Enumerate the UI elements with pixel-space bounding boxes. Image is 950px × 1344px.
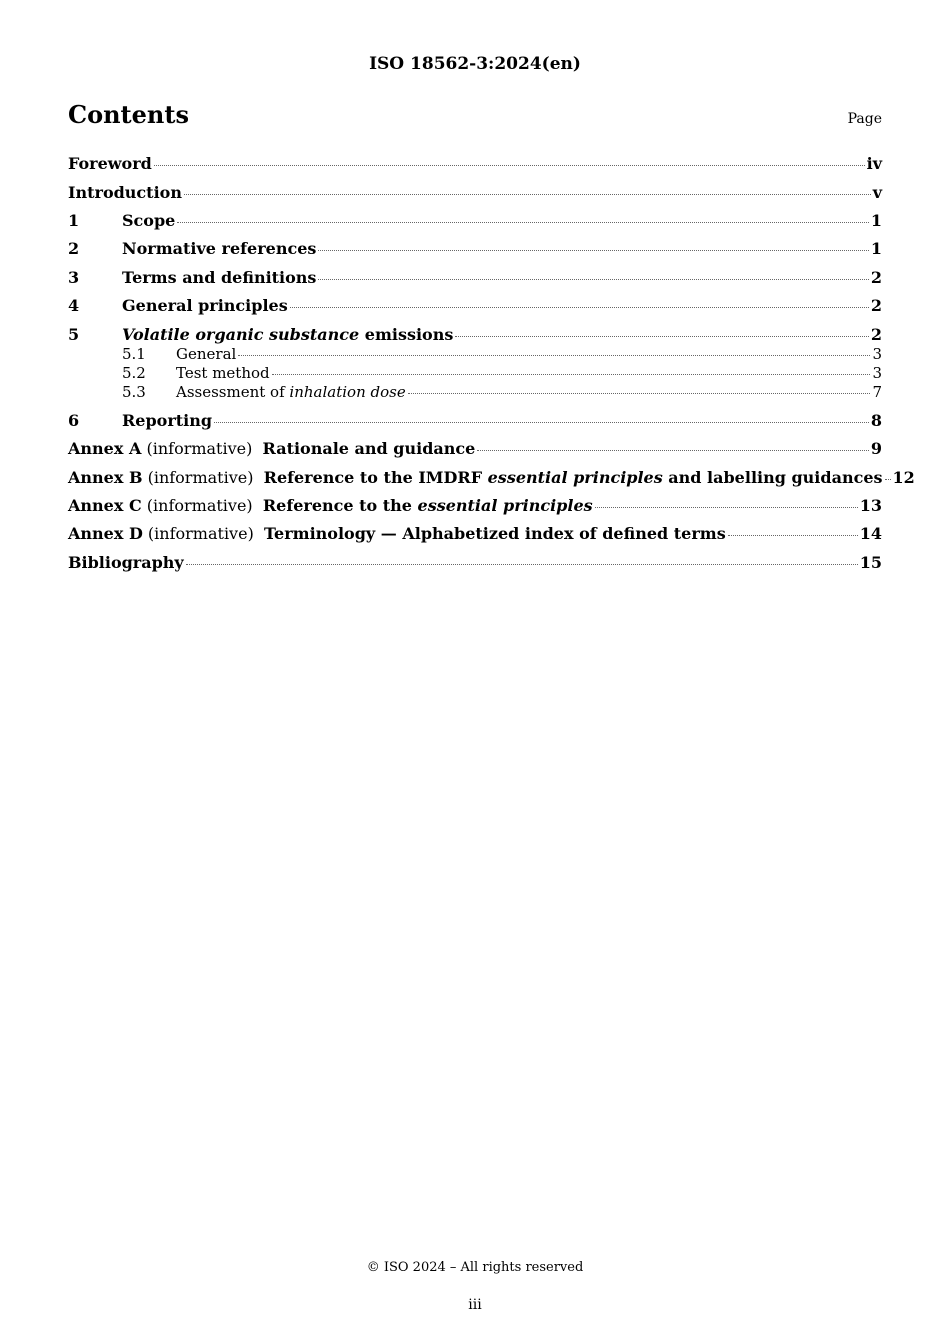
toc-entry-introduction[interactable] — [68, 183, 882, 202]
dot-leader — [885, 479, 891, 480]
toc-label — [122, 325, 453, 344]
page-column-label: Page — [847, 111, 882, 127]
toc-page: 3 — [872, 345, 882, 363]
dot-leader — [318, 250, 868, 251]
dot-leader — [318, 279, 868, 280]
dot-leader — [272, 374, 871, 375]
toc-entry-normative-references[interactable] — [68, 239, 882, 258]
toc-number: 5.1 — [122, 345, 146, 363]
toc-page: 1 — [870, 239, 882, 258]
toc-entry-general[interactable] — [68, 345, 882, 363]
dot-leader — [177, 222, 869, 223]
annex-type: (informative) — [141, 496, 263, 515]
toc-label-italic: Volatile organic substance — [122, 325, 360, 344]
toc-entry-annex-a[interactable] — [68, 439, 882, 458]
document-id: ISO 18562-3:2024(en) — [369, 54, 581, 74]
contents-title: Contents — [68, 100, 189, 129]
annex-title-italic: essential principles — [487, 468, 663, 487]
toc-page: 1 — [870, 211, 882, 230]
toc-number: 3 — [68, 268, 80, 287]
dot-leader — [408, 393, 871, 394]
toc-entry-emissions[interactable] — [68, 325, 882, 344]
dot-leader — [214, 422, 869, 423]
dot-leader — [477, 450, 869, 451]
annex-prefix: Annex B — [68, 468, 143, 487]
toc-number: 5 — [68, 325, 80, 344]
annex-title-italic: essential principles — [417, 496, 593, 515]
toc-label-rest: emissions — [359, 325, 454, 344]
toc-number: 1 — [68, 211, 80, 230]
toc-entry-annex-b[interactable] — [68, 468, 915, 487]
toc-label: Bibliography — [68, 553, 184, 572]
dot-leader — [186, 564, 858, 565]
toc-label-rest: Assessment of — [176, 383, 290, 401]
toc-page: 2 — [870, 325, 882, 344]
toc-page: 2 — [870, 296, 882, 315]
toc-label: General — [176, 345, 237, 363]
dot-leader — [184, 194, 871, 195]
toc-entry-annex-d[interactable] — [68, 524, 882, 543]
toc-label: Normative references — [122, 239, 317, 258]
toc-page: v — [872, 183, 882, 202]
dot-leader — [238, 355, 870, 356]
dot-leader — [290, 307, 869, 308]
toc-page: 12 — [892, 468, 915, 487]
toc-page: 9 — [870, 439, 882, 458]
toc-page: iv — [866, 154, 882, 173]
toc-entry-scope[interactable] — [68, 211, 882, 230]
toc-label: General principles — [122, 296, 288, 315]
toc-page: 7 — [872, 383, 882, 401]
toc-page: 2 — [870, 268, 882, 287]
dot-leader — [154, 165, 865, 166]
toc-label — [68, 524, 726, 543]
annex-title: Rationale and guidance — [262, 439, 476, 458]
toc-entry-terms-and-definitions[interactable] — [68, 268, 882, 287]
annex-prefix: Annex D — [68, 524, 143, 543]
toc-entry-general-principles[interactable] — [68, 296, 882, 315]
toc-entry-test-method[interactable] — [68, 364, 882, 382]
toc-page: 8 — [870, 411, 882, 430]
toc-label-italic: inhalation dose — [289, 383, 406, 401]
dot-leader — [728, 535, 858, 536]
annex-type: (informative) — [141, 439, 263, 458]
annex-type: (informative) — [142, 524, 264, 543]
page-number: iii — [468, 1297, 482, 1313]
toc-number: 6 — [68, 411, 80, 430]
toc-entry-assessment-inhalation-dose[interactable] — [68, 383, 882, 401]
toc-page: 3 — [872, 364, 882, 382]
annex-title-b: and labelling guidances — [662, 468, 883, 487]
toc-page: 14 — [859, 524, 882, 543]
toc-label: Foreword — [68, 154, 152, 173]
annex-prefix: Annex A — [68, 439, 142, 458]
toc-label — [68, 439, 475, 458]
toc-number: 4 — [68, 296, 80, 315]
contents-header — [68, 100, 882, 129]
annex-type: (informative) — [142, 468, 264, 487]
annex-title-a: Reference to the — [262, 496, 418, 515]
toc-label: Scope — [122, 211, 176, 230]
annex-title-a: Reference to the IMDRF — [263, 468, 488, 487]
toc-label: Introduction — [68, 183, 182, 202]
toc-number: 5.2 — [122, 364, 146, 382]
toc-label: Reporting — [122, 411, 213, 430]
toc-page: 15 — [859, 553, 882, 572]
dot-leader — [595, 507, 858, 508]
annex-title: Terminology — Alphabetized index of defined terms — [263, 524, 726, 543]
toc-entry-annex-c[interactable] — [68, 496, 882, 515]
toc-number: 5.3 — [122, 383, 146, 401]
toc-number: 2 — [68, 239, 80, 258]
copyright-notice: © ISO 2024 – All rights reserved — [366, 1260, 584, 1275]
toc-label — [68, 496, 593, 515]
toc-page: 13 — [859, 496, 882, 515]
toc-label: Test method — [176, 364, 270, 382]
toc-label — [176, 383, 406, 401]
toc-entry-reporting[interactable] — [68, 411, 882, 430]
dot-leader — [455, 336, 869, 337]
annex-prefix: Annex C — [68, 496, 142, 515]
toc-entry-foreword[interactable] — [68, 154, 882, 173]
toc-label — [68, 468, 883, 487]
toc-entry-bibliography[interactable] — [68, 553, 882, 572]
toc-label: Terms and definitions — [122, 268, 317, 287]
